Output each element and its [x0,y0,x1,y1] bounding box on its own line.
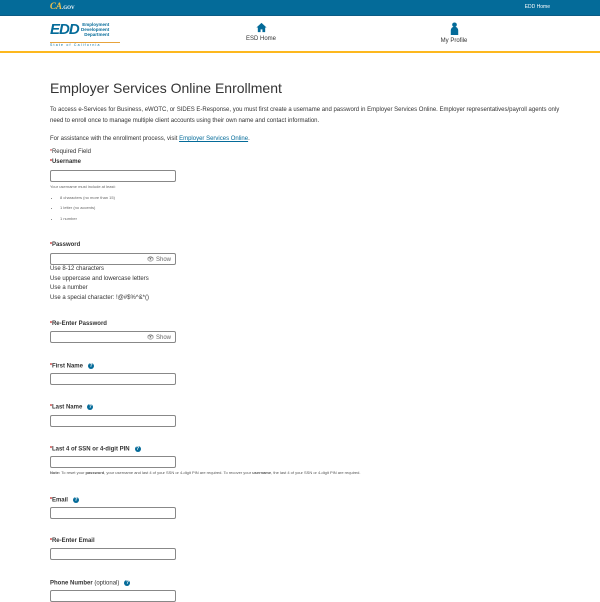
enrollment-form-intro [50,80,560,155]
edd-logo[interactable]: EDD Employment Development Department State of California [50,21,120,49]
help-icon[interactable]: ? [88,404,92,410]
reenter-email-label: *Re-Enter Email [50,538,95,544]
username-label: *Username [50,159,81,165]
reset-note: Note: To reset your password, your username and last 4 of your SSN or 4-digit PIN are required. To recover your username, the last 4 of your SSN or 4-digit PIN are required. [50,470,361,475]
nav-esd-home[interactable]: ESD Home [231,22,291,42]
required-field-note: *Required Field [50,149,91,155]
ssn-input[interactable] [50,456,176,468]
last-name-input[interactable] [50,415,176,427]
reenter-password-input[interactable] [50,331,176,343]
assistance-text: For assistance with the enrollment process, visit Employer Services Online. [50,136,250,142]
page-title: Employer Services Online Enrollment [50,80,282,96]
help-icon[interactable]: ? [89,363,93,369]
site-header [0,16,600,53]
phone-label: Phone Number (optional) ? [50,580,129,587]
username-input[interactable] [50,170,176,182]
reenter-email-input[interactable] [50,548,176,560]
show-reenter-password-toggle[interactable]: 👁 Show [146,335,171,341]
last-name-label: *Last Name ? [50,404,92,411]
username-requirements: Your username must include at least: • 8 characters (no more than 15) • 1 letter (no accents) • 1 number [50,182,116,224]
show-password-toggle[interactable]: 👁 Show [146,257,171,263]
nav-my-profile[interactable]: My Profile [424,22,484,44]
user-icon [449,22,460,35]
reenter-password-label: *Re-Enter Password [50,321,107,327]
home-icon [256,22,267,33]
ssn-label: *Last 4 of SSN or 4-digit PIN ? [50,446,140,453]
employer-services-online-link[interactable]: Employer Services Online [179,136,249,142]
password-requirements: Use 8-12 characters Use uppercase and lowercase letters Use a number Use a special character: !@#$%^&*() [50,266,149,301]
help-icon[interactable]: ? [136,446,140,452]
help-icon[interactable]: ? [125,580,129,586]
first-name-label: *First Name ? [50,363,93,370]
phone-input[interactable] [50,590,176,602]
email-input[interactable] [50,507,176,519]
password-label: *Password [50,242,81,248]
ca-gov-logo[interactable]: CA.GOV [50,1,75,11]
edd-home-link[interactable]: EDD Home [524,4,550,10]
first-name-input[interactable] [50,373,176,385]
top-bar [0,0,600,16]
intro-text: To access e-Services for Business, eWOTC, or SIDES E-Response, you must first create a username and password in Employer Services Online. Employer representatives/payroll agents only need to enroll once to manage multiple client accounts using their own name and contact information. [50,107,560,124]
help-icon[interactable]: ? [74,497,78,503]
password-input[interactable] [50,253,176,265]
email-label: *Email ? [50,497,78,504]
